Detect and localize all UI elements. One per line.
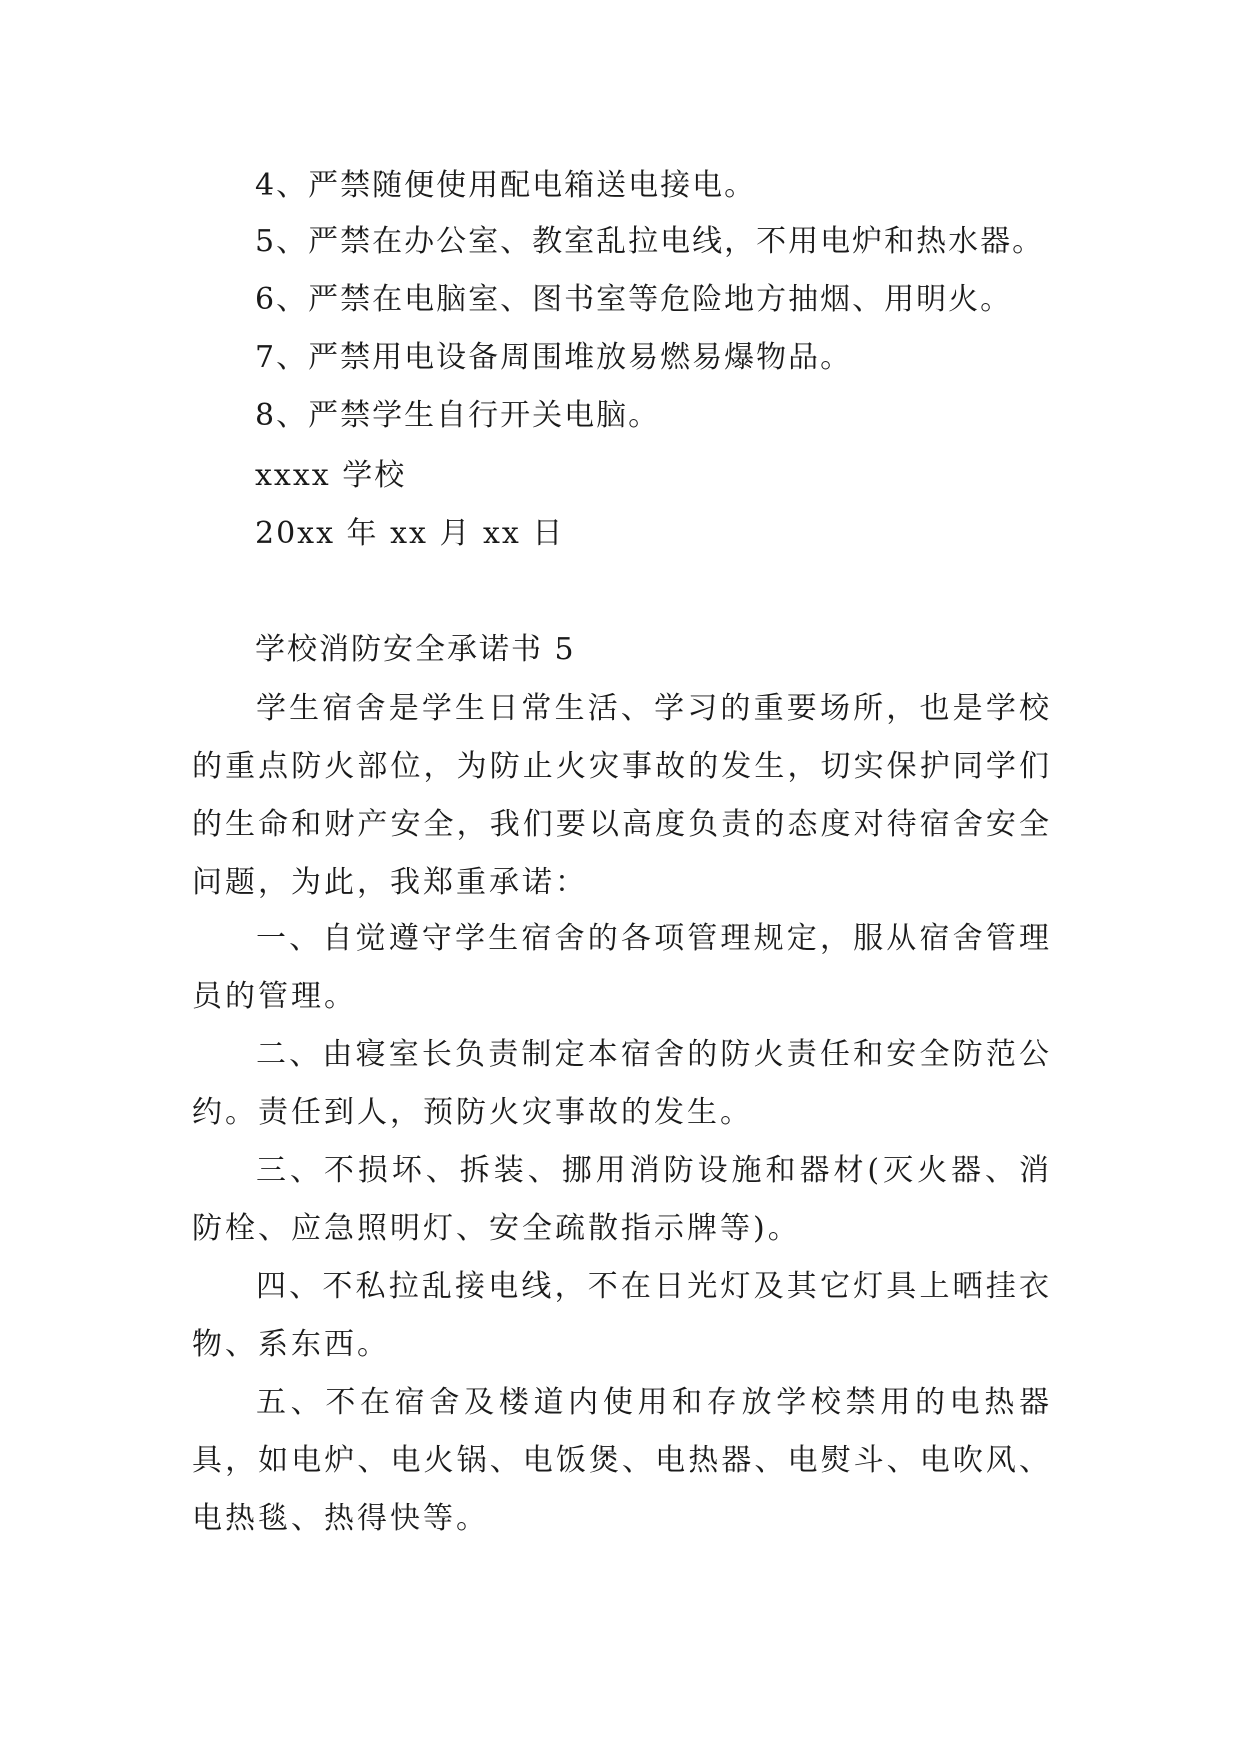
paragraph-item-3: 三、不损坏、拆装、挪用消防设施和器材(灭火器、消防栓、应急照明灯、安全疏散指示牌等)。 xyxy=(192,1153,1052,1246)
list-item: 7、严禁用电设备周围堆放易燃易爆物品。 xyxy=(255,340,853,375)
paragraph-item-5: 五、不在宿舍及楼道内使用和存放学校禁用的电热器具，如电炉、电火锅、电饭煲、电热器、电熨斗、电吹风、电热毯、热得快等。 xyxy=(192,1385,1052,1536)
list-item: 4、严禁随便使用配电箱送电接电。 xyxy=(255,168,757,203)
paragraph-item-4: 四、不私拉乱接电线，不在日光灯及其它灯具上晒挂衣物、系东西。 xyxy=(192,1269,1052,1362)
section-title: 学校消防安全承诺书 5 xyxy=(255,632,576,667)
paragraph-item-1: 一、自觉遵守学生宿舍的各项管理规定，服从宿舍管理员的管理。 xyxy=(192,921,1052,1014)
paragraph-item-2: 二、由寝室长负责制定本宿舍的防火责任和安全防范公约。责任到人，预防火灾事故的发生。 xyxy=(192,1037,1052,1130)
signature-organization: xxxx 学校 xyxy=(255,458,407,493)
list-item: 6、严禁在电脑室、图书室等危险地方抽烟、用明火。 xyxy=(255,282,1013,317)
signature-date: 20xx 年 xx 月 xx 日 xyxy=(255,516,565,551)
list-item: 8、严禁学生自行开关电脑。 xyxy=(255,398,661,433)
paragraph-intro: 学生宿舍是学生日常生活、学习的重要场所，也是学校的重点防火部位，为防止火灾事故的发生，切实保护同学们的生命和财产安全，我们要以高度负责的态度对待宿舍安全问题，为此，我郑重承诺： xyxy=(192,691,1052,900)
list-item: 5、严禁在办公室、教室乱拉电线，不用电炉和热水器。 xyxy=(255,224,1045,259)
